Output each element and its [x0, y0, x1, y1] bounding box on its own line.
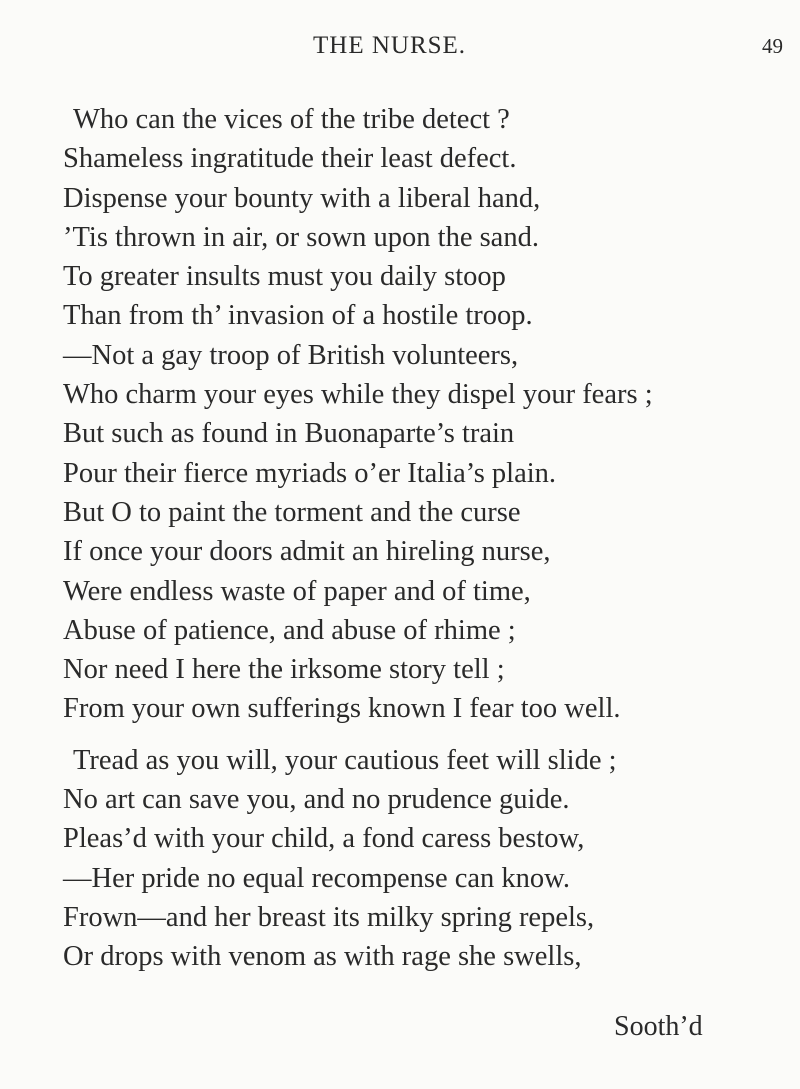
stanza-1 — [63, 100, 783, 729]
poem-line: Nor need I here the irksome story tell ; — [63, 654, 505, 686]
page-number: 49 — [762, 34, 783, 58]
poem-line: No art can save you, and no prudence guide. — [63, 784, 570, 816]
poem-line: If once your doors admit an hireling nurse, — [63, 536, 551, 568]
page-header — [0, 32, 800, 72]
poem-line: ’Tis thrown in air, or sown upon the sand. — [63, 221, 539, 253]
poem-line: From your own sufferings known I fear too well. — [63, 693, 621, 725]
stanza-2 — [63, 741, 783, 977]
poem-line: Who charm your eyes while they dispel your fears ; — [63, 379, 653, 411]
poem-line: Pleas’d with your child, a fond caress bestow, — [63, 823, 585, 855]
poem-body — [63, 100, 783, 977]
running-title: THE NURSE. — [313, 32, 467, 59]
poem-line: Abuse of patience, and abuse of rhime ; — [63, 614, 516, 646]
poem-line: But such as found in Buonaparte’s train — [63, 418, 515, 450]
poem-line: Pour their fierce myriads o’er Italia’s plain. — [63, 457, 557, 489]
poem-line: —Not a gay troop of British volunteers, — [63, 339, 519, 371]
poem-line: Than from th’ invasion of a hostile troop. — [63, 300, 533, 332]
poem-line: To greater insults must you daily stoop — [63, 261, 506, 293]
poem-line: Or drops with venom as with rage she swells, — [63, 941, 582, 973]
poem-line: Who can the vices of the tribe detect ? — [73, 104, 510, 135]
poem-line: Frown—and her breast its milky spring repels, — [63, 901, 595, 933]
poem-line: Dispense your bounty with a liberal hand, — [63, 182, 541, 214]
catchword: Sooth’d — [614, 1011, 703, 1042]
poem-line: Tread as you will, your cautious feet will slide ; — [73, 744, 617, 776]
poem-line: —Her pride no equal recompense can know. — [63, 862, 571, 894]
poem-line: But O to paint the torment and the curse — [63, 496, 521, 528]
poem-line: Shameless ingratitude their least defect. — [63, 143, 517, 175]
poem-line: Were endless waste of paper and of time, — [63, 575, 531, 607]
